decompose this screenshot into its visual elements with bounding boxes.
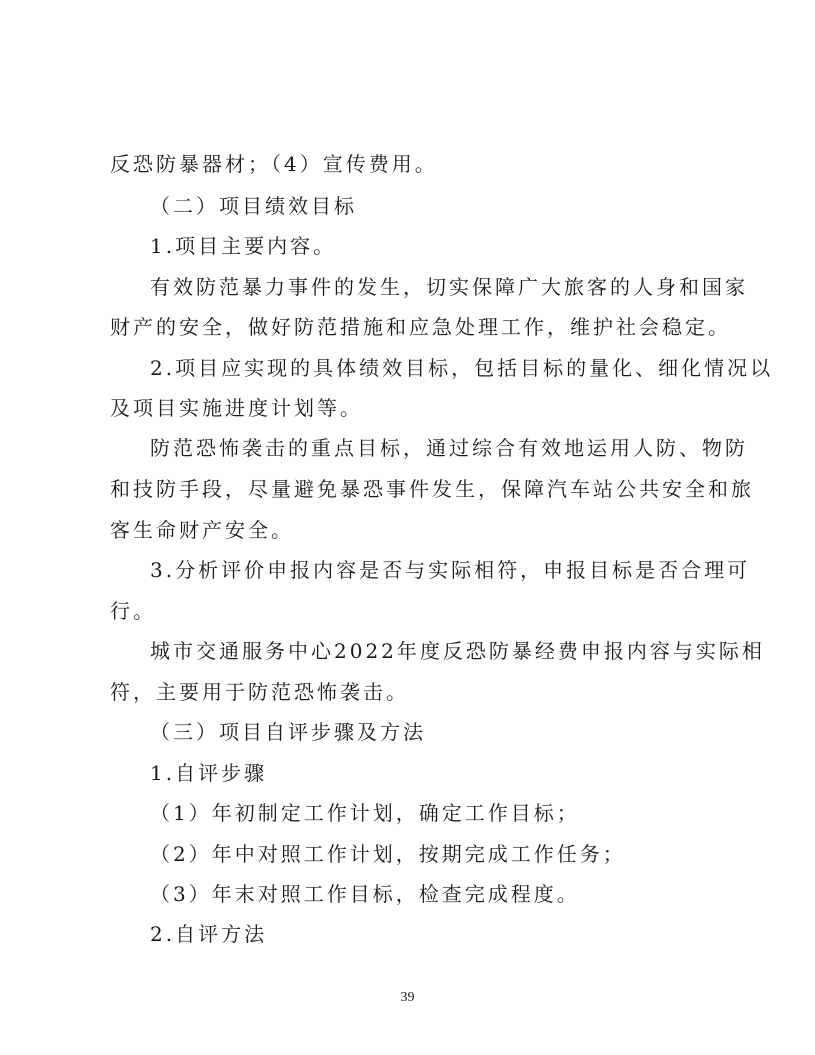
text-line: 和技防手段，尽量避免暴恐事件发生，保障汽车站公共安全和旅 — [110, 477, 754, 501]
text-line: 及项目实施进度计划等。 — [110, 396, 363, 420]
text-line: 防范恐怖袭击的重点目标，通过综合有效地运用人防、物防 — [150, 436, 748, 460]
page-number: 39 — [400, 990, 415, 1005]
text-line: 符，主要用于防范恐怖袭击。 — [110, 680, 409, 704]
list-item: （3）年末对照工作目标，检查完成程度。 — [150, 882, 580, 906]
subsection-heading: 2.自评方法 — [150, 922, 268, 946]
text-line: 行。 — [110, 599, 156, 623]
text-line: 客生命财产安全。 — [110, 518, 294, 542]
subsection-heading: 1.项目主要内容。 — [150, 234, 337, 258]
text-line: 财产的安全，做好防范措施和应急处理工作，维护社会稳定。 — [110, 315, 731, 339]
subsection-heading: 2.项目应实现的具体绩效目标，包括目标的量化、细化情况以 — [150, 356, 774, 380]
text-line: 有效防范暴力事件的发生，切实保障广大旅客的人身和国家 — [150, 275, 748, 299]
subsection-heading: 1.自评步骤 — [150, 761, 268, 785]
list-item: （2）年中对照工作计划，按期完成工作任务； — [150, 842, 626, 866]
subsection-heading: 3.分析评价申报内容是否与实际相符，申报目标是否合理可 — [150, 558, 751, 582]
list-item: （1）年初制定工作计划，确定工作目标； — [150, 801, 580, 825]
text-line: 反恐防暴器材；（4）宣传费用。 — [110, 152, 438, 176]
section-heading: （三）项目自评步骤及方法 — [150, 720, 426, 744]
text-line: 城市交通服务中心2022年度反恐防暴经费申报内容与实际相 — [150, 639, 765, 663]
section-heading: （二）项目绩效目标 — [150, 194, 357, 218]
